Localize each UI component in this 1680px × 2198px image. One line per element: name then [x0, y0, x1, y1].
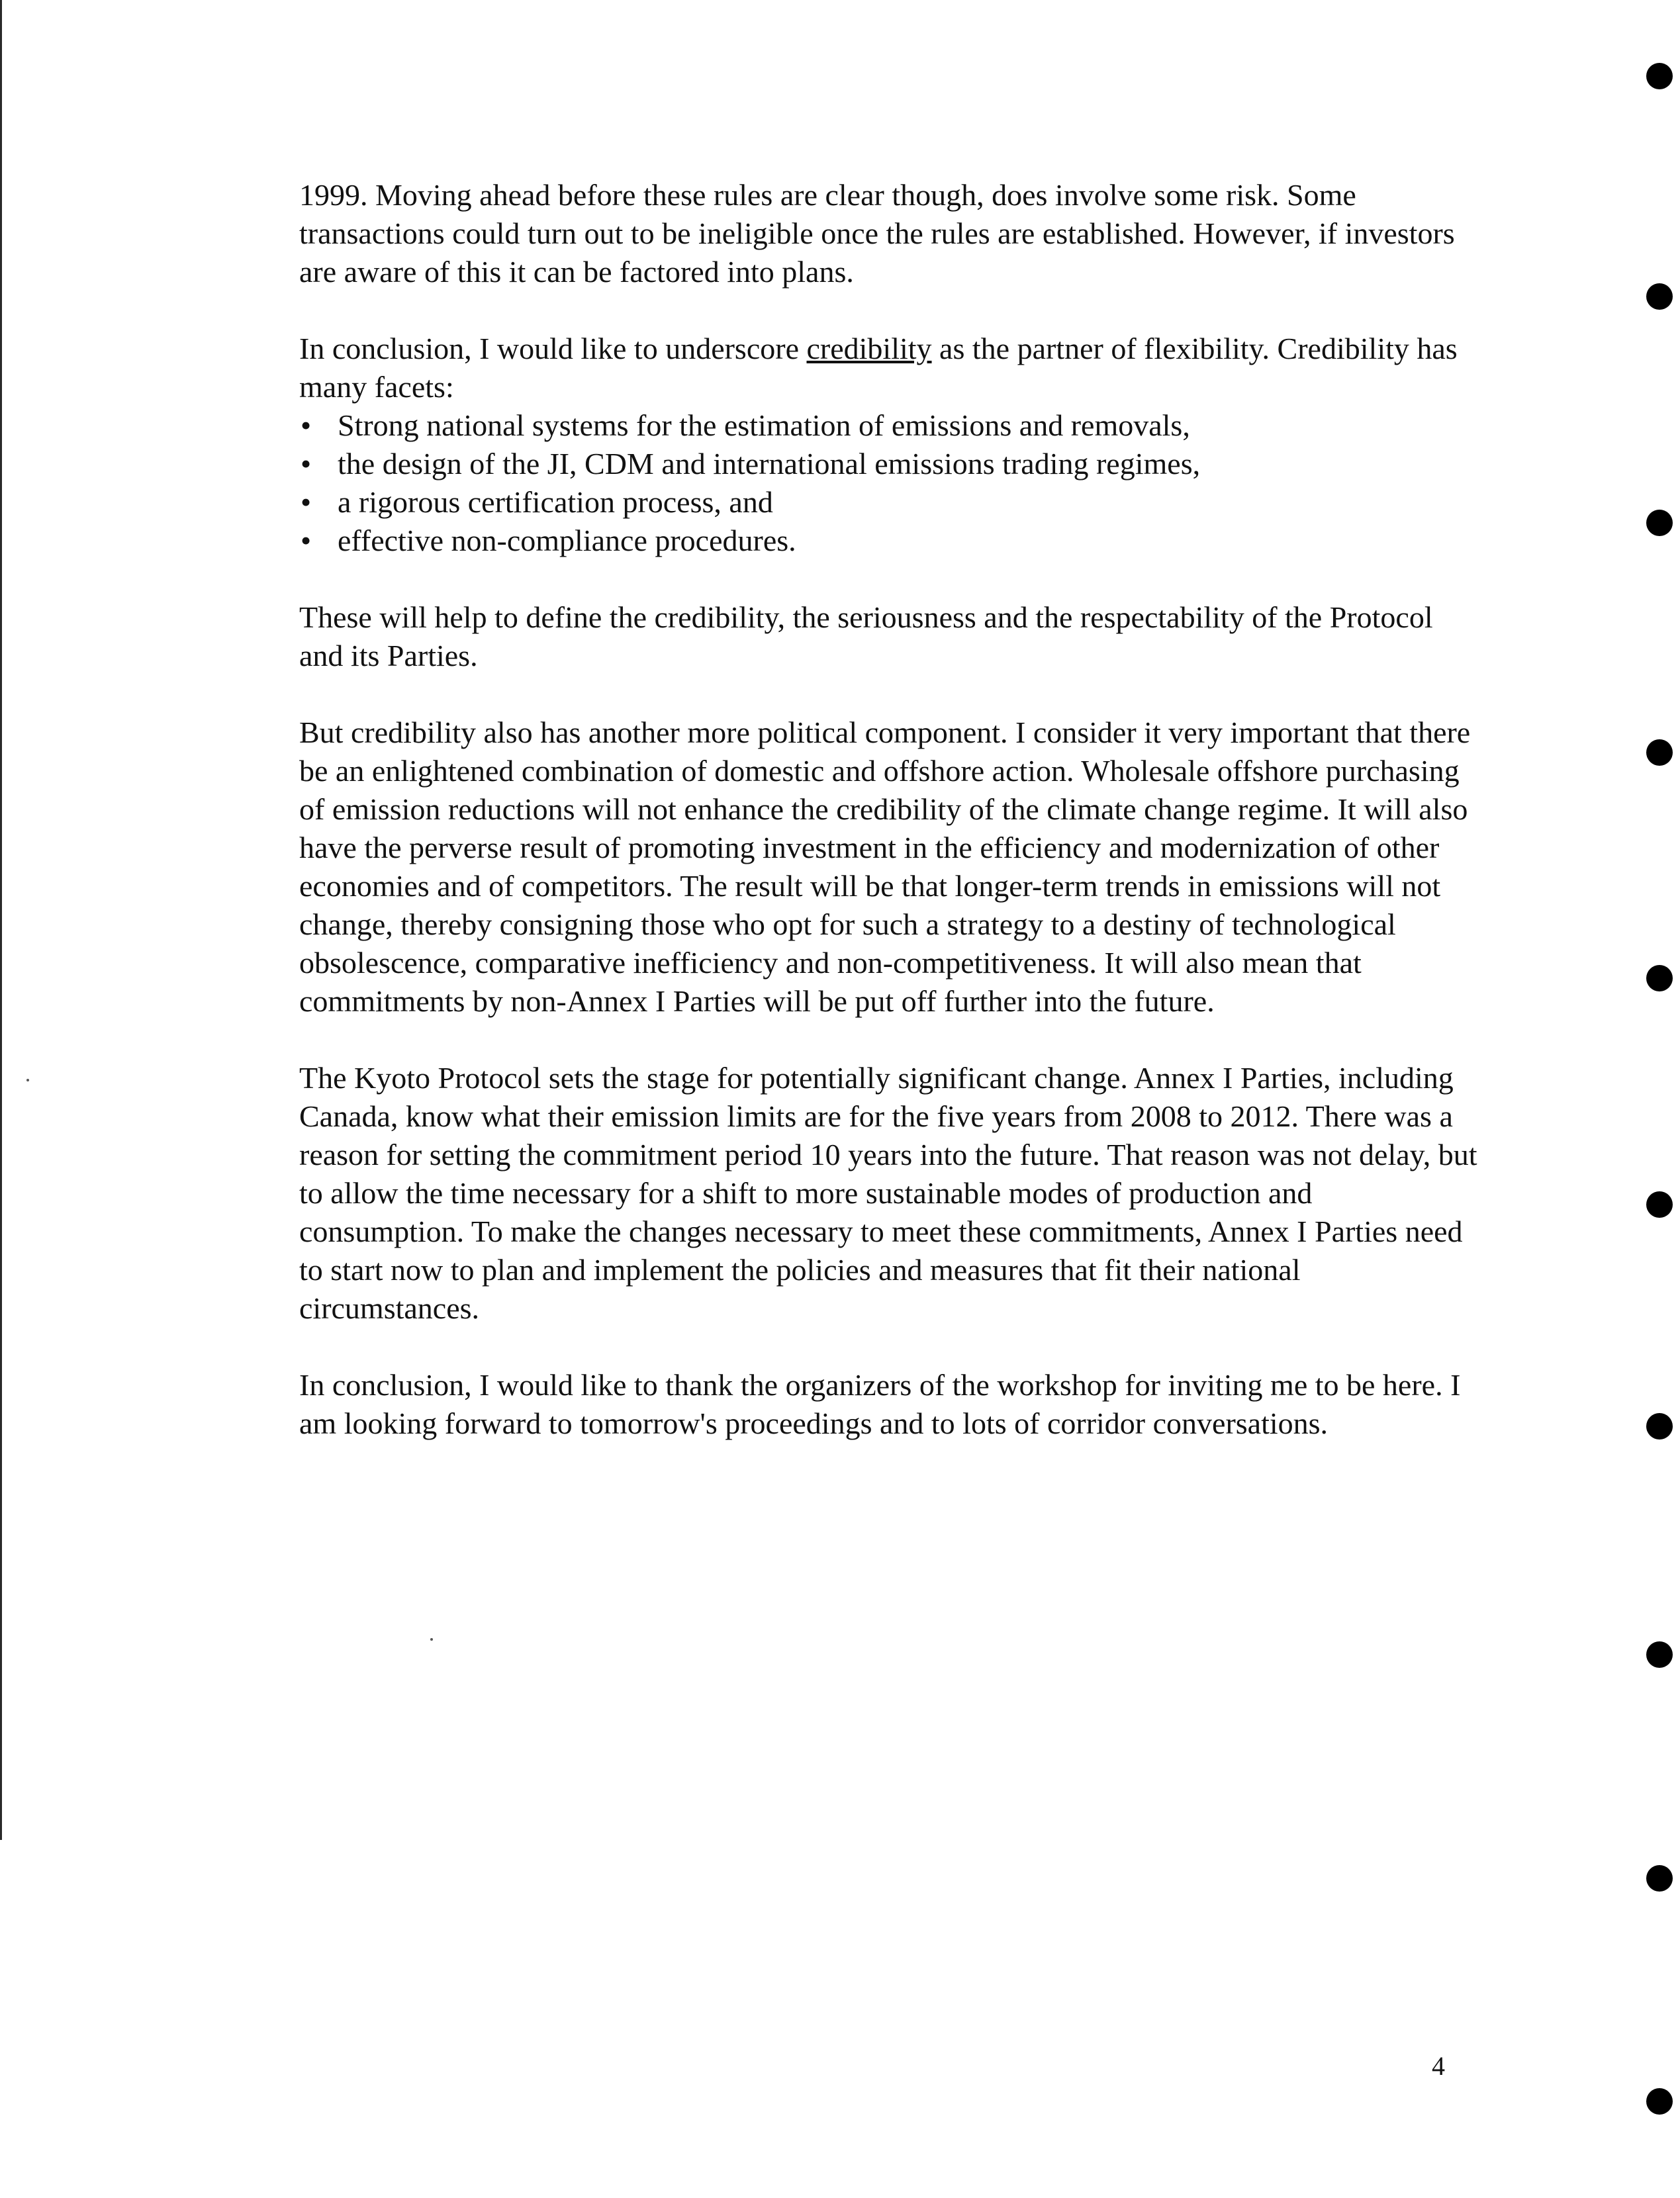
list-item [299, 522, 1477, 560]
paragraph-closing-thanks: In conclusion, I would like to thank the organizers of the workshop for inviting me to be here. I am looking forward to tomorrow's proceedings and to lots of corridor conversations. [299, 1368, 1461, 1440]
page-left-edge-rule [0, 0, 2, 1840]
paragraph-credibility-intro [299, 330, 1477, 406]
list-item-text: a rigorous certification process, and [338, 485, 773, 519]
punch-hole-icon [1646, 1865, 1673, 1892]
punch-hole-icon [1646, 965, 1673, 991]
punch-hole-icon [1646, 510, 1673, 536]
punch-hole-icon [1646, 1413, 1673, 1440]
page-number: 4 [1432, 2051, 1445, 2081]
scan-speck [430, 1638, 433, 1641]
list-item [299, 445, 1477, 483]
bullet-icon: • [301, 408, 312, 442]
punch-hole-icon [1646, 2088, 1673, 2115]
paragraph-protocol-credibility: These will help to define the credibility, the seriousness and the respectability of the Protocol and its Parties. [299, 600, 1433, 672]
punch-hole-icon [1646, 63, 1673, 89]
credibility-intro-text: In conclusion, I would like to underscore [299, 332, 807, 365]
punch-hole-icon [1646, 1641, 1673, 1668]
list-item-text: Strong national systems for the estimation of emissions and removals, [338, 408, 1190, 442]
bullet-icon: • [301, 485, 312, 519]
paragraph-risk: 1999. Moving ahead before these rules are clear though, does involve some risk. Some transactions could turn out to be ineligible once the rules are established. However, if investors are aware of this it can be factored into plans. [299, 178, 1455, 289]
credibility-underlined-word: credibility [806, 332, 932, 365]
bullet-icon: • [301, 447, 312, 481]
paragraph-political-component: But credibility also has another more political component. I consider it very important that there be an enlightened combination of domestic and offshore action. Wholesale offshore purchasing of emission reductions will not enhance the credibility of the climate change regime. It will also have the perverse result of promoting investment in the efficiency and modernization of other economies and of competitors. The result will be that longer-term trends in emissions will not change, thereby consigning those who opt for such a strategy to a destiny of technological obsolescence, comparative inefficiency and non-competitiveness. It will also mean that commitments by non-Annex I Parties will be put off further into the future. [299, 715, 1471, 1018]
credibility-intro-text-end: as the partner of flexibility. Credibility has many facets: [299, 332, 1458, 404]
document-body [299, 176, 1477, 1443]
punch-hole-icon [1646, 1191, 1673, 1218]
paragraph-kyoto-protocol: The Kyoto Protocol sets the stage for potentially significant change. Annex I Parties, including Canada, know what their emission limits are for the five years from 2008 to 2012. There was a reason for setting the commitment period 10 years into the future. That reason was not delay, but to allow the time necessary for a shift to more sustainable modes of production and consumption. To make the changes necessary to meet these commitments, Annex I Parties need to start now to plan and implement the policies and measures that fit their national circumstances. [299, 1061, 1477, 1325]
bullet-icon: • [301, 524, 312, 557]
punch-hole-icon [1646, 283, 1673, 310]
list-item [299, 483, 1477, 522]
punch-hole-icon [1646, 739, 1673, 766]
list-item [299, 406, 1477, 445]
list-item-text: the design of the JI, CDM and international emissions trading regimes, [338, 447, 1201, 481]
scan-speck [26, 1079, 29, 1081]
credibility-facets-list [299, 406, 1477, 560]
list-item-text: effective non-compliance procedures. [338, 524, 796, 557]
